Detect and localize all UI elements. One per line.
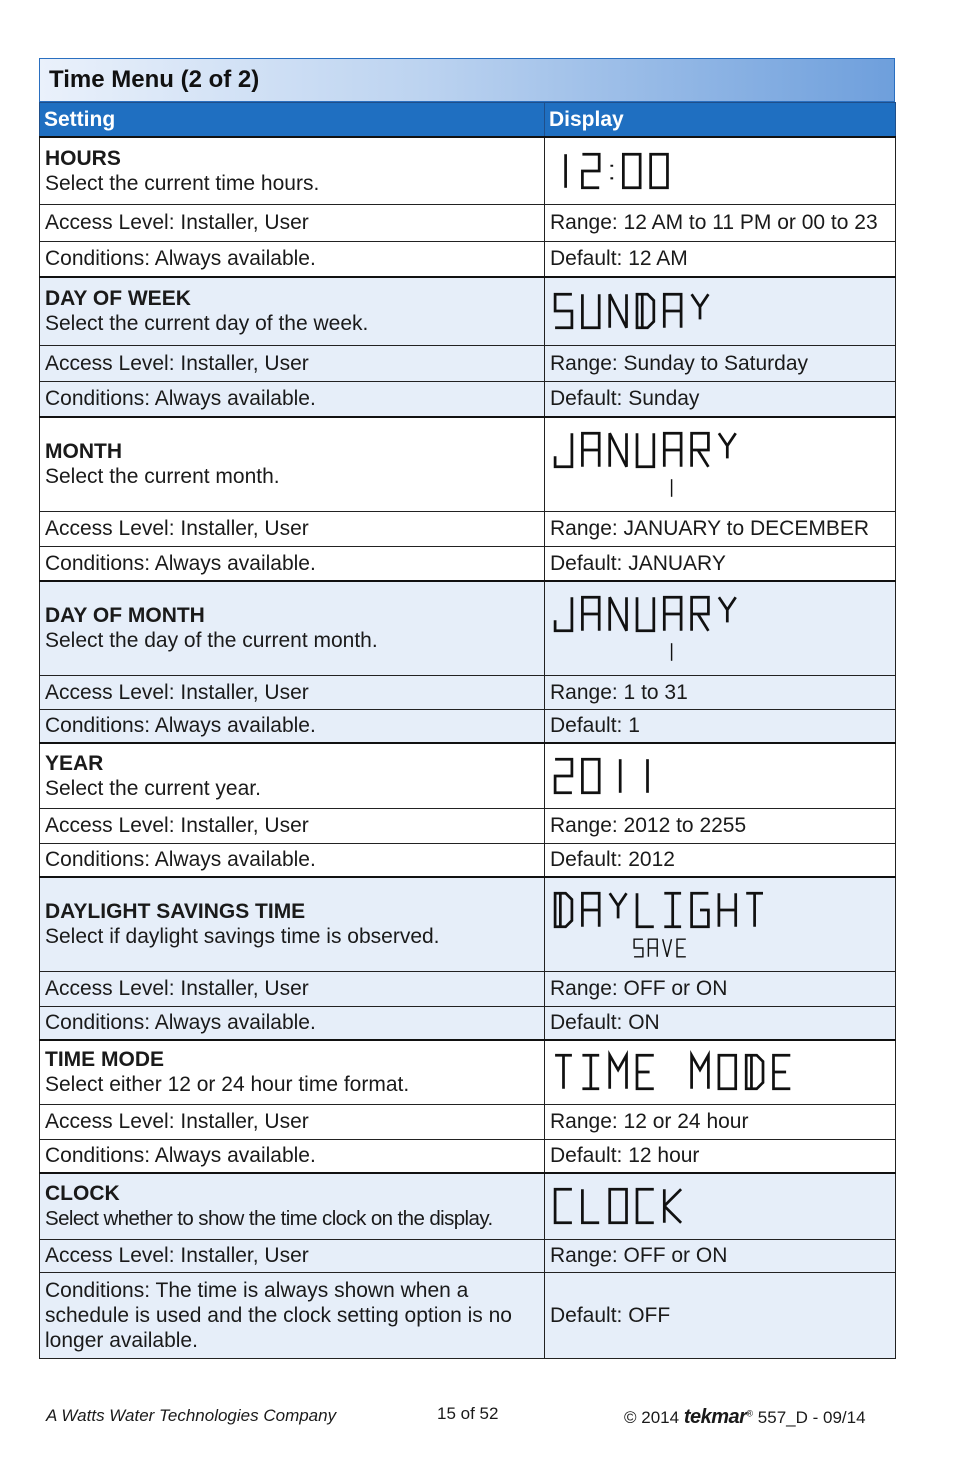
lcd-sub-segment-3	[677, 939, 686, 957]
setting-name: DAY OF WEEK	[45, 287, 191, 311]
lcd-sub-char-3	[677, 939, 686, 957]
lcd-main-char-2	[610, 294, 627, 328]
lcd-main-char-0	[555, 294, 572, 328]
access-row	[40, 808, 896, 843]
setting-cell	[40, 877, 545, 971]
setting-description: Select whether to show the time clock on the display.	[45, 1207, 493, 1231]
display-cell	[545, 277, 896, 345]
setting-name: TIME MODE	[45, 1048, 164, 1072]
lcd-main-segment-3	[637, 893, 654, 927]
lcd-main-segment-6	[719, 433, 736, 458]
lcd-main-segment-3	[637, 1189, 654, 1223]
lcd-main-segment-4	[664, 597, 681, 631]
setting-row	[40, 1040, 896, 1104]
setting-name: DAY OF MONTH	[45, 604, 205, 628]
page-footer	[0, 1402, 954, 1432]
lcd-main-char-3	[637, 294, 654, 328]
lcd-main-char-5	[692, 597, 709, 631]
lcd-main-segment-0	[555, 759, 572, 793]
lcd-main-char-0	[555, 759, 572, 793]
lcd-main-char-3	[637, 433, 654, 467]
lcd-main-char-1	[582, 1189, 599, 1223]
lcd-main-char-0	[555, 1055, 572, 1089]
lcd-main-char-2	[610, 597, 627, 631]
lcd-display	[550, 287, 890, 335]
lcd-main-segment-0	[555, 294, 572, 328]
brand-logo: tekmar	[683, 1406, 747, 1428]
lcd-main-char-3	[623, 154, 640, 188]
conditions-row	[40, 381, 896, 417]
conditions-row	[40, 1272, 896, 1358]
setting-row	[40, 877, 896, 971]
lcd-main	[550, 426, 890, 474]
settings-table	[39, 102, 896, 1359]
access-level-cell: Access Level: Installer, User	[40, 808, 545, 843]
lcd-sub-segment-2	[663, 939, 672, 957]
page-number: 15 of 52	[437, 1404, 499, 1423]
lcd-display	[550, 752, 890, 800]
lcd-main-char-2	[610, 433, 627, 467]
lcd-main-segment-2	[610, 1189, 627, 1223]
setting-row	[40, 1173, 896, 1239]
range-cell: Range: 1 to 31	[545, 675, 896, 709]
lcd-main-segment-5	[692, 893, 709, 927]
lcd-main-char-0	[555, 1189, 572, 1223]
lcd-sub	[662, 638, 954, 666]
setting-description: Select the current day of the week.	[45, 312, 369, 336]
lcd-main-segment-2	[610, 893, 627, 918]
lcd-main-segment-2	[610, 433, 627, 467]
copyright-year: © 2014	[624, 1408, 680, 1427]
lcd-main-char-0	[555, 433, 572, 467]
setting-name: YEAR	[45, 751, 104, 775]
page-title: Time Menu (2 of 2)	[39, 58, 895, 102]
setting-cell	[40, 581, 545, 675]
display-cell	[545, 417, 896, 511]
lcd-main-char-5	[692, 433, 709, 467]
lcd-display	[550, 886, 890, 962]
lcd-main-segment-5	[692, 433, 709, 467]
lcd-main-char-4	[664, 893, 681, 927]
default-cell: Default: OFF	[545, 1272, 896, 1358]
setting-cell	[40, 1040, 545, 1104]
lcd-main-segment-1	[582, 1055, 599, 1089]
lcd-main-char-4	[664, 433, 681, 467]
setting-name: DAYLIGHT SAVINGS TIME	[45, 900, 306, 924]
setting-description: Select either 12 or 24 hour time format.	[45, 1073, 410, 1097]
lcd-main-segment-3	[637, 1055, 654, 1089]
conditions-cell: Conditions: Always available.	[40, 1139, 545, 1173]
lcd-main-char-4	[664, 294, 681, 328]
lcd-display	[550, 1048, 890, 1096]
lcd-main-char-6	[719, 433, 736, 458]
lcd-main	[550, 886, 890, 934]
lcd-main-segment-1	[582, 154, 599, 188]
lcd-main-char-5	[692, 1055, 709, 1089]
lcd-main-char-6	[719, 893, 736, 927]
lcd-main-char-2	[610, 893, 627, 918]
lcd-main-segment-1	[582, 893, 599, 927]
lcd-sub-char-0	[634, 939, 643, 957]
conditions-row	[40, 1006, 896, 1040]
access-level-cell: Access Level: Installer, User	[40, 345, 545, 381]
conditions-row	[40, 1139, 896, 1173]
lcd-display	[550, 590, 890, 666]
conditions-cell: Conditions: Always available.	[40, 546, 545, 581]
lcd-main	[550, 1182, 890, 1230]
access-row	[40, 345, 896, 381]
lcd-main-segment-1	[582, 759, 599, 793]
range-cell: Range: 12 AM to 11 PM or 00 to 23	[545, 204, 896, 241]
conditions-row	[40, 843, 896, 877]
conditions-cell: Conditions: Always available.	[40, 709, 545, 743]
range-cell: Range: OFF or ON	[545, 1239, 896, 1272]
setting-row	[40, 743, 896, 808]
display-cell	[545, 877, 896, 971]
lcd-main-segment-0	[555, 893, 572, 927]
lcd-main-segment-1	[582, 294, 599, 328]
lcd-main-char-2	[610, 1055, 627, 1089]
lcd-main-segment-2	[610, 597, 627, 631]
lcd-sub-char-2	[663, 939, 672, 957]
lcd-main	[550, 752, 890, 800]
range-cell: Range: 2012 to 2255	[545, 808, 896, 843]
lcd-sub	[630, 934, 954, 962]
lcd-main-segment-3	[623, 154, 640, 188]
conditions-cell: Conditions: The time is always shown when a schedule is used and the clock setting option is no longer available.	[40, 1272, 545, 1358]
default-cell: Default: 1	[545, 709, 896, 743]
lcd-main-char-3	[637, 597, 654, 631]
display-cell	[545, 743, 896, 808]
lcd-main-char-1	[582, 294, 599, 328]
access-level-cell: Access Level: Installer, User	[40, 511, 545, 546]
setting-cell	[40, 277, 545, 345]
range-cell: Range: JANUARY to DECEMBER	[545, 511, 896, 546]
lcd-main	[550, 147, 890, 195]
lcd-main-segment-0	[555, 1189, 572, 1223]
lcd-main-segment-2	[610, 294, 627, 328]
display-column-header: Display	[545, 103, 896, 138]
lcd-display	[550, 147, 890, 195]
setting-name: MONTH	[45, 440, 122, 464]
lcd-main	[550, 287, 890, 335]
setting-cell	[40, 137, 545, 204]
lcd-sub-segment-0	[634, 939, 643, 957]
display-cell	[545, 137, 896, 204]
company-name: A Watts Water Technologies Company	[46, 1406, 337, 1425]
lcd-main-segment-1	[582, 1189, 599, 1223]
setting-name: CLOCK	[45, 1182, 120, 1206]
range-cell: Range: Sunday to Saturday	[545, 345, 896, 381]
lcd-main-char-7	[746, 1055, 763, 1089]
setting-description: Select the current time hours.	[45, 171, 320, 195]
lcd-sub	[662, 474, 954, 502]
lcd-main-char-5	[692, 294, 709, 319]
lcd-main-char-5	[692, 893, 709, 927]
setting-row	[40, 581, 896, 675]
range-cell: Range: OFF or ON	[545, 971, 896, 1006]
conditions-row	[40, 546, 896, 581]
copyright-line	[624, 1406, 866, 1429]
default-cell: Default: Sunday	[545, 381, 896, 417]
lcd-main-char-0	[555, 893, 572, 927]
lcd-main-char-4	[651, 154, 668, 188]
setting-row	[40, 277, 896, 345]
lcd-sub-segment-1	[648, 939, 657, 957]
lcd-main-segment-7	[746, 893, 763, 927]
lcd-main-segment-0	[555, 1055, 572, 1089]
access-row	[40, 971, 896, 1006]
lcd-main-segment-3	[637, 433, 654, 467]
lcd-main-segment-4	[664, 893, 681, 927]
lcd-display	[550, 1182, 890, 1230]
lcd-main-char-3	[637, 893, 654, 927]
default-cell: Default: 12 AM	[545, 241, 896, 277]
lcd-main-char-8	[774, 1055, 791, 1089]
access-level-cell: Access Level: Installer, User	[40, 971, 545, 1006]
setting-description: Select the current year.	[45, 776, 261, 800]
lcd-main-char-1	[582, 893, 599, 927]
lcd-main-segment-7	[746, 1055, 763, 1089]
default-cell: Default: 2012	[545, 843, 896, 877]
table-body	[40, 137, 896, 1358]
setting-description: Select the current month.	[45, 465, 280, 489]
access-row	[40, 1104, 896, 1139]
setting-column-header: Setting	[40, 103, 545, 138]
setting-cell	[40, 743, 545, 808]
display-cell	[545, 1173, 896, 1239]
access-row	[40, 511, 896, 546]
setting-description: Select the day of the current month.	[45, 629, 378, 653]
lcd-main-char-6	[719, 1055, 736, 1089]
lcd-main-segment-6	[719, 893, 736, 927]
lcd-main-char-2	[610, 1189, 627, 1223]
lcd-main-segment-0	[555, 597, 572, 631]
access-row	[40, 204, 896, 241]
conditions-row	[40, 241, 896, 277]
lcd-display	[550, 426, 890, 502]
lcd-main-segment-1	[582, 597, 599, 631]
setting-row	[40, 137, 896, 204]
access-row	[40, 675, 896, 709]
access-level-cell: Access Level: Installer, User	[40, 1239, 545, 1272]
lcd-main-segment-5	[692, 597, 709, 631]
lcd-main-segment-6	[719, 1055, 736, 1089]
lcd-sub-char-1	[648, 939, 657, 957]
lcd-main-char-1	[582, 759, 599, 793]
display-cell	[545, 581, 896, 675]
lcd-main-segment-4	[664, 433, 681, 467]
lcd-main-char-6	[719, 597, 736, 622]
lcd-main-char-7	[746, 893, 763, 927]
lcd-main-char-1	[582, 1055, 599, 1089]
lcd-main	[550, 590, 890, 638]
lcd-main-segment-6	[719, 597, 736, 622]
default-cell: Default: JANUARY	[545, 546, 896, 581]
conditions-cell: Conditions: Always available.	[40, 1006, 545, 1040]
setting-cell	[40, 417, 545, 511]
lcd-main-segment-4	[664, 1189, 681, 1223]
access-level-cell: Access Level: Installer, User	[40, 1104, 545, 1139]
lcd-main-segment-2	[610, 1055, 627, 1089]
setting-name: HOURS	[45, 146, 121, 170]
range-cell: Range: 12 or 24 hour	[545, 1104, 896, 1139]
lcd-main-segment-5	[692, 294, 709, 319]
setting-cell	[40, 1173, 545, 1239]
access-level-cell: Access Level: Installer, User	[40, 675, 545, 709]
lcd-main-char-0	[555, 597, 572, 631]
conditions-cell: Conditions: Always available.	[40, 381, 545, 417]
lcd-main-char-1	[582, 433, 599, 467]
lcd-main-char-1	[582, 154, 599, 188]
lcd-main-char-4	[664, 597, 681, 631]
lcd-main	[550, 1048, 890, 1096]
lcd-main-char-3	[637, 1189, 654, 1223]
lcd-main-segment-3	[637, 294, 654, 328]
lcd-main-segment-4	[651, 154, 668, 188]
access-row	[40, 1239, 896, 1272]
lcd-main-char-4	[664, 1189, 681, 1223]
time-menu-panel	[39, 58, 895, 1359]
lcd-main-char-1	[582, 597, 599, 631]
conditions-cell: Conditions: Always available.	[40, 241, 545, 277]
default-cell: Default: ON	[545, 1006, 896, 1040]
table-header-row	[40, 103, 896, 138]
default-cell: Default: 12 hour	[545, 1139, 896, 1173]
lcd-main-segment-0	[555, 433, 572, 467]
lcd-main-segment-1	[582, 433, 599, 467]
access-level-cell: Access Level: Installer, User	[40, 204, 545, 241]
setting-row	[40, 417, 896, 511]
document-code: 557_D - 09/14	[757, 1408, 866, 1427]
lcd-main-segment-4	[664, 294, 681, 328]
display-cell	[545, 1040, 896, 1104]
lcd-main-char-3	[637, 1055, 654, 1089]
lcd-main-segment-8	[774, 1055, 791, 1089]
setting-description: Select if daylight savings time is observed.	[45, 925, 440, 949]
lcd-main-segment-3	[637, 597, 654, 631]
lcd-main-segment-5	[692, 1055, 709, 1089]
conditions-row	[40, 709, 896, 743]
conditions-cell: Conditions: Always available.	[40, 843, 545, 877]
registered-mark: ®	[746, 1408, 754, 1419]
